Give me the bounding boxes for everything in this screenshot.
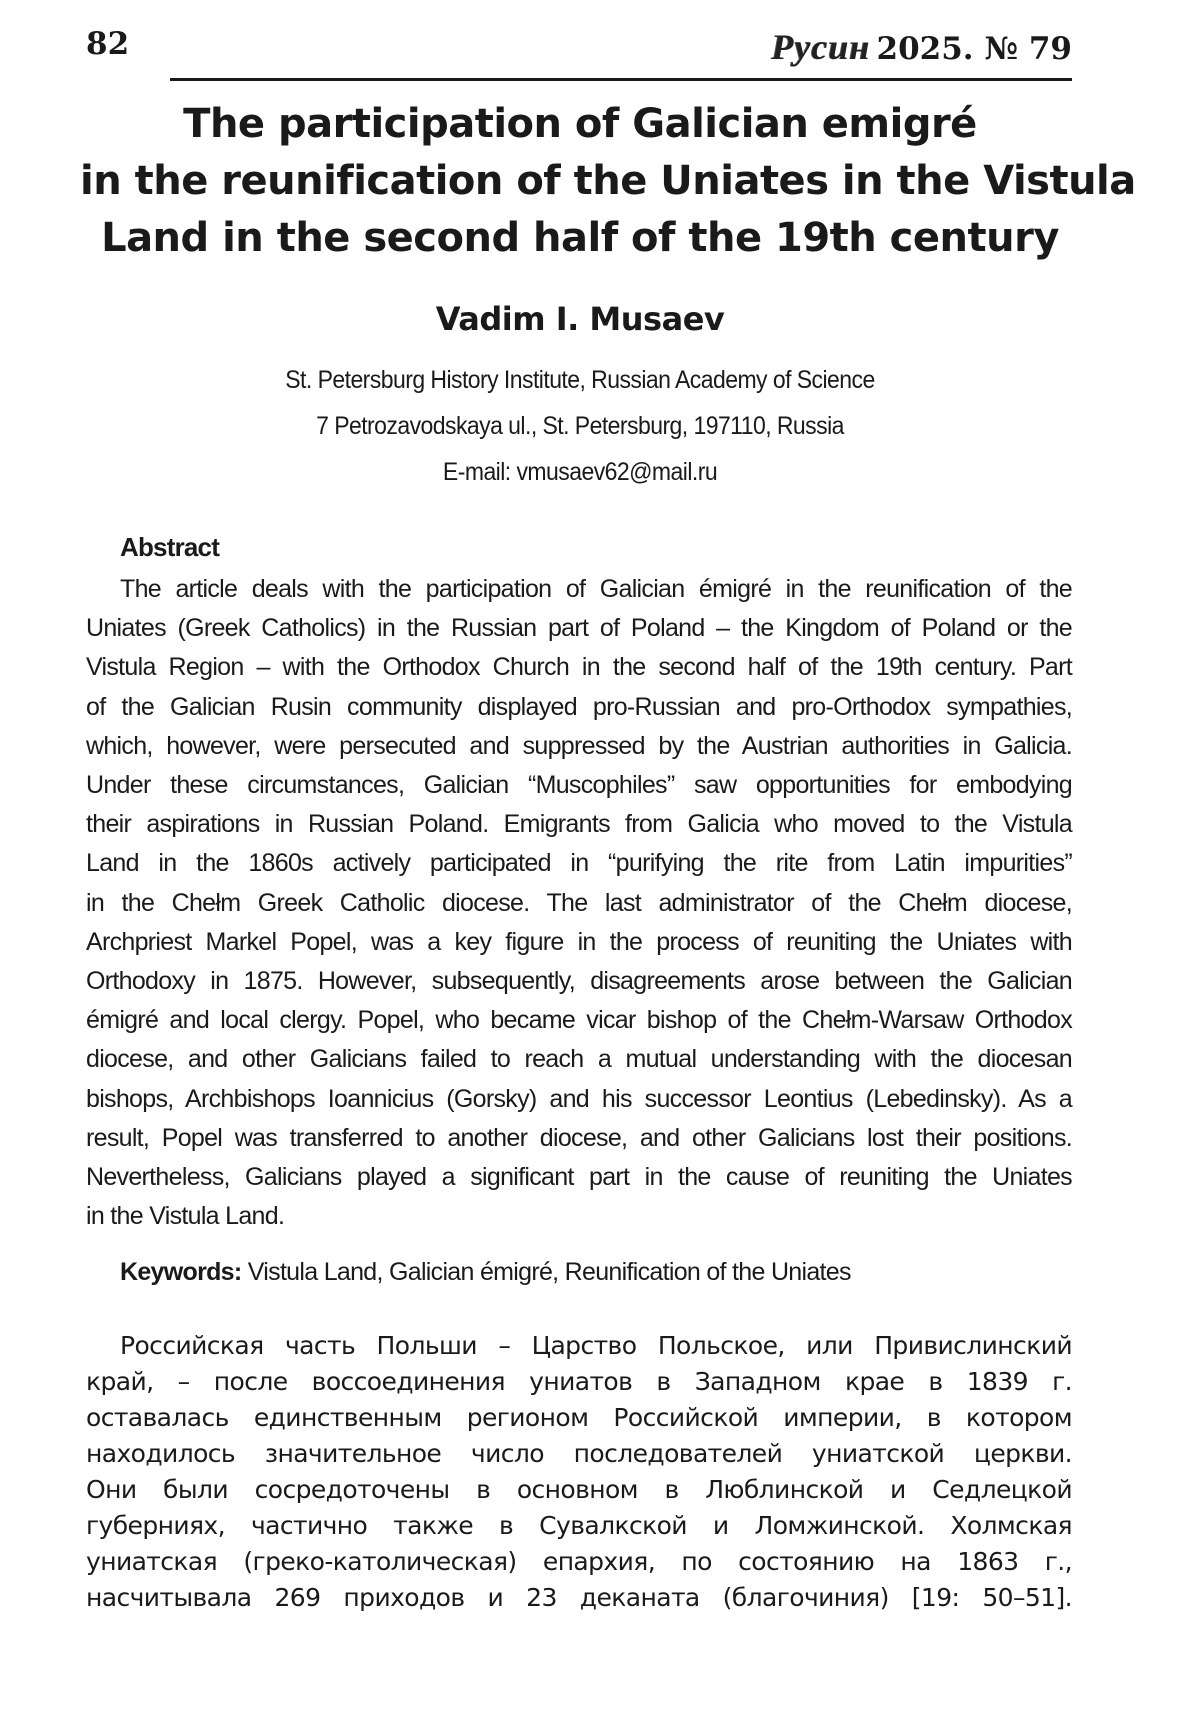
abstract-line: diocese, and other Galicians failed to reach a mutual understanding with the diocesan [86, 1045, 1072, 1074]
abstract-line: their aspirations in Russian Poland. Emigrants from Galicia who moved to the Vistula [86, 810, 1072, 839]
abstract-line: in the Vistula Land. [86, 1202, 285, 1231]
keywords-text: Vistula Land, Galician émigré, Reunification of the Uniates [241, 1258, 851, 1286]
author-name: Vadim I. Musaev [435, 300, 725, 338]
abstract-line: Uniates (Greek Catholics) in the Russian part of Poland – the Kingdom of Poland or the [86, 614, 1072, 643]
article-title [80, 96, 1136, 267]
abstract-line: The article deals with the participation of Galician émigré in the reunification of the [120, 575, 1072, 603]
abstract-line: in the Chełm Greek Catholic diocese. The last administrator of the Chełm diocese, [86, 888, 1072, 917]
abstract-line: Nevertheless, Galicians played a significant part in the cause of reuniting the Uniates [86, 1163, 1072, 1192]
body-line: губерниях, частично также в Сувалкской и Ломжинской. Холмская [86, 1511, 1072, 1540]
title-line: The participation of Galician emigré [183, 101, 977, 147]
body-line: униатская (греко-католическая) епархия, по состоянию на 1863 г., [86, 1547, 1072, 1576]
journal-logo: Русин [771, 27, 871, 67]
abstract-line: which, however, were persecuted and suppressed by the Austrian authorities in Galicia. [86, 731, 1072, 760]
abstract-line: Archpriest Markel Popel, was a key figure in the process of reuniting the Uniates with [86, 927, 1072, 956]
body-line: находилось значительное число последователей униатской церкви. [86, 1439, 1072, 1468]
abstract-line: Vistula Region – with the Orthodox Church in the second half of the 19th century. Part [86, 653, 1072, 682]
affiliation-institution: St. Petersburg History Institute, Russian Academy of Science [285, 366, 875, 394]
affiliation-address: 7 Petrozavodskaya ul., St. Petersburg, 197110, Russia [316, 412, 844, 440]
title-line: Land in the second half of the 19th century [101, 215, 1059, 261]
title-line: in the reunification of the Uniates in the Vistula [80, 158, 1136, 204]
affiliation-email: E-mail: vmusaev62@mail.ru [442, 458, 718, 486]
abstract-line: Land in the 1860s actively participated in “purifying the rite from Latin impurities” [86, 849, 1072, 878]
abstract-line: result, Popel was transferred to another diocese, and other Galicians lost their positions. [86, 1123, 1072, 1152]
issue-number: 2025. № 79 [876, 31, 1072, 67]
body-line: Они были сосредоточены в основном в Люблинской и Седлецкой [86, 1475, 1072, 1504]
abstract-line: bishops, Archbishops Ioannicius (Gorsky) and his successor Leontius (Lebedinsky). As a [86, 1084, 1072, 1113]
body-paragraph [86, 1328, 1072, 1616]
body-line: Российская часть Польши – Царство Польское, или Привислинский [120, 1331, 1072, 1360]
page-number: 82 [86, 26, 130, 62]
abstract-line: of the Galician Rusin community displayed pro-Russian and pro-Orthodox sympathies, [86, 692, 1072, 721]
body-line: оставалась единственным регионом Российской империи, в котором [86, 1403, 1072, 1432]
keywords-label: Keywords: [120, 1258, 242, 1286]
abstract-line: Under these circumstances, Galician “Muscophiles” saw opportunities for embodying [86, 771, 1072, 800]
running-header [86, 24, 1072, 80]
body-line: насчитывала 269 приходов и 23 деканата (благочиния) [19: 50–51]. [86, 1583, 1072, 1612]
journal-issue [772, 26, 1072, 68]
abstract-text [86, 570, 1072, 1236]
keywords [120, 1258, 851, 1287]
header-rule [170, 78, 1072, 81]
abstract-line: Orthodoxy in 1875. However, subsequently, disagreements arose between the Galician [86, 967, 1072, 996]
abstract-line: émigré and local clergy. Popel, who became vicar bishop of the Chełm-Warsaw Orthodox [86, 1006, 1072, 1035]
body-line: край, – после воссоединения униатов в Западном крае в 1839 г. [86, 1367, 1072, 1396]
abstract-heading: Abstract [120, 532, 220, 562]
